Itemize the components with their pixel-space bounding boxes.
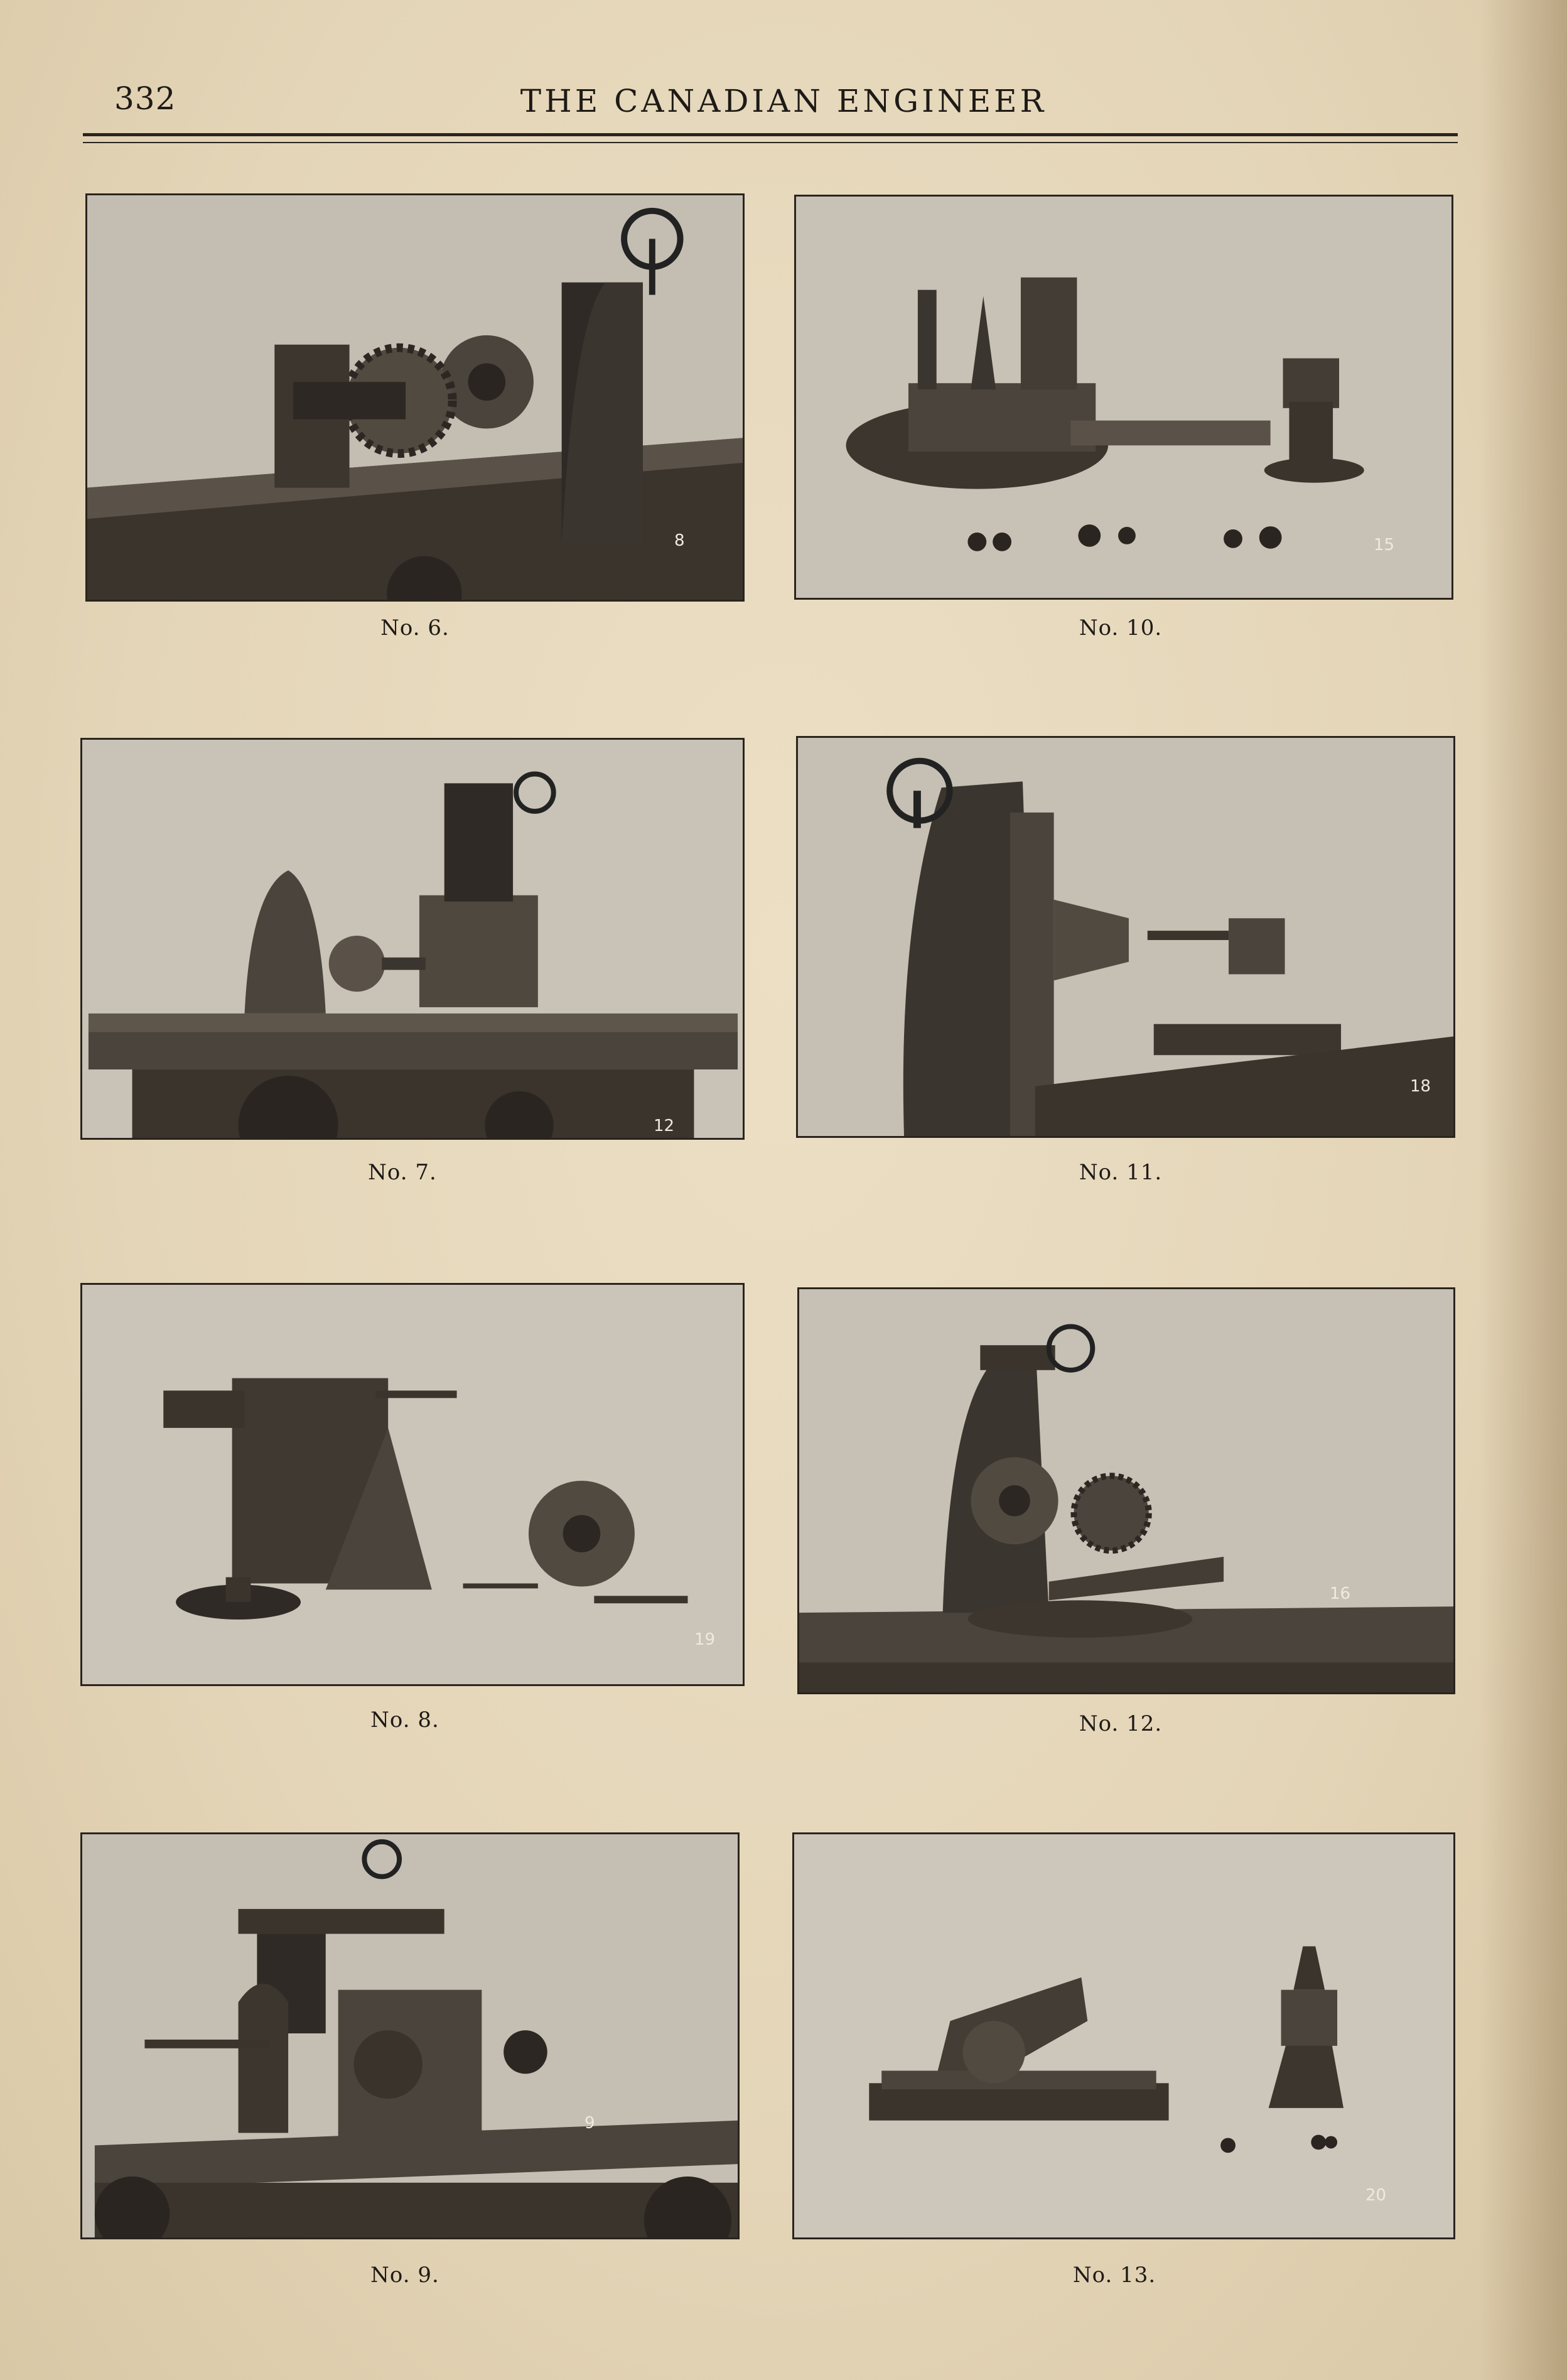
figure-no-10-caption: No. 10. (1079, 615, 1163, 641)
plate-number: 8 (674, 531, 685, 550)
plate-number: 9 (584, 2114, 595, 2133)
figure-no-10-photo (794, 195, 1453, 600)
plate-number: 18 (1410, 1077, 1431, 1096)
plate-number: 15 (1374, 536, 1395, 554)
figure-no-11-caption: No. 11. (1079, 1160, 1163, 1185)
figure-no-11-photo (796, 736, 1455, 1138)
figure-no-12-caption: No. 12. (1079, 1711, 1163, 1736)
plate-number: 19 (694, 1630, 716, 1649)
figure-no-8-caption: No. 8. (370, 1707, 439, 1733)
figure-no-7-photo (80, 738, 745, 1140)
figure-no-12-photo (797, 1287, 1455, 1694)
figure-no-9-photo (80, 1832, 740, 2239)
plate-number: 16 (1330, 1584, 1351, 1603)
header-rule (83, 133, 1458, 136)
plate-number: 20 (1365, 2186, 1387, 2205)
figure-no-7-caption: No. 7. (368, 1160, 437, 1185)
figure-no-8-photo (80, 1283, 745, 1686)
running-title: THE CANADIAN ENGINEER (520, 83, 1047, 119)
figure-no-9-caption: No. 9. (370, 2263, 439, 2288)
figure-no-13-photo (792, 1832, 1455, 2239)
page-edge-shadow (1479, 0, 1567, 2380)
figure-no-13-caption: No. 13. (1072, 2263, 1156, 2288)
page-number: 332 (114, 80, 176, 117)
figure-no-6-caption: No. 6. (380, 615, 450, 641)
figure-no-6-photo (85, 193, 745, 602)
plate-number: 12 (654, 1117, 675, 1135)
header-rule-thin (83, 142, 1458, 143)
